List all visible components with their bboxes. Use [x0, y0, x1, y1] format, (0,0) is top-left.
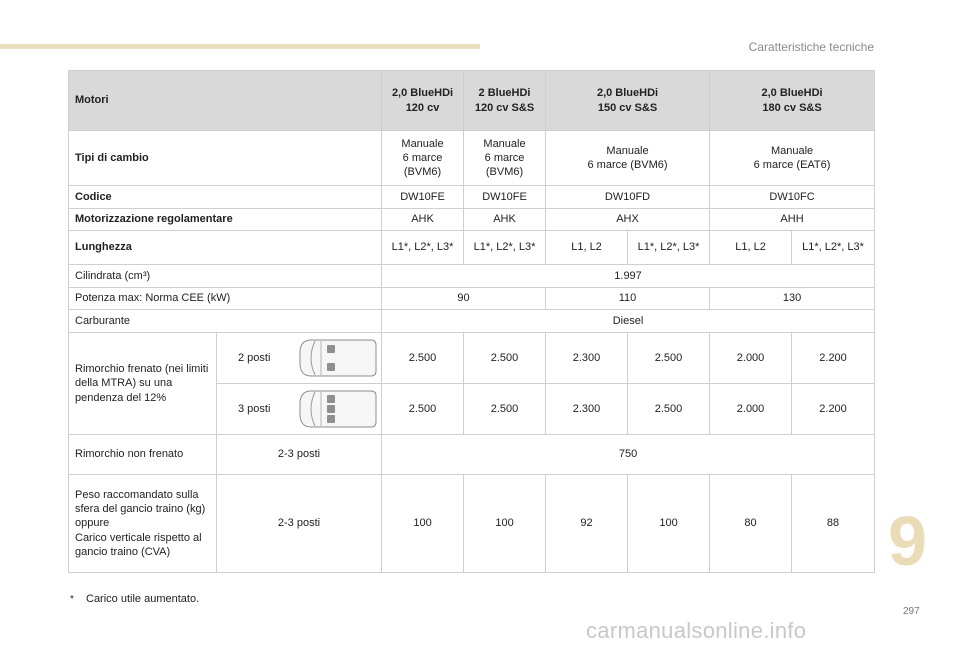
table-cell: DW10FE [382, 186, 464, 209]
table-cell: L1, L2 [710, 231, 792, 265]
table-cell: L1*, L2*, L3* [464, 231, 546, 265]
towball-load-row [69, 475, 875, 573]
table-cell: 2.200 [792, 384, 875, 435]
table-cell: 110 [546, 288, 710, 310]
table-cell: 2.500 [464, 333, 546, 384]
table-cell: Manuale 6 marce (EAT6) [710, 131, 875, 186]
row-label: Rimorchio frenato (nei limiti della MTRA) su una pendenza del 12% [69, 333, 217, 435]
table-cell: 2.500 [628, 384, 710, 435]
seats-cell [217, 384, 382, 435]
van-2-seats-icon [299, 339, 377, 377]
table-cell: 88 [792, 475, 875, 573]
van-3-seats-icon [299, 390, 377, 428]
footnote [70, 593, 199, 605]
table-cell: 2.000 [710, 333, 792, 384]
unbraked-trailer-row [69, 435, 875, 475]
table-cell: L1*, L2*, L3* [382, 231, 464, 265]
table-cell: AHK [382, 209, 464, 231]
row-label: Lunghezza [69, 231, 382, 265]
table-cell: 90 [382, 288, 546, 310]
table-cell: 92 [546, 475, 628, 573]
chapter-number: 9 [888, 502, 927, 580]
displacement-row [69, 265, 875, 288]
table-cell: DW10FE [464, 186, 546, 209]
table-cell: 2.500 [628, 333, 710, 384]
table-cell: Manuale 6 marce (BVM6) [464, 131, 546, 186]
length-row [69, 231, 875, 265]
header-accent-bar [0, 44, 480, 49]
table-cell: Diesel [382, 310, 875, 333]
table-cell: 80 [710, 475, 792, 573]
table-cell: DW10FC [710, 186, 875, 209]
engine-header: 2,0 BlueHDi 180 cv S&S [710, 71, 875, 131]
seats-label: 3 posti [238, 402, 271, 415]
power-row [69, 288, 875, 310]
footnote-marker: * [70, 594, 74, 605]
table-cell: 750 [382, 435, 875, 475]
table-cell: 2.500 [464, 384, 546, 435]
table-cell: 100 [382, 475, 464, 573]
gearbox-row [69, 131, 875, 186]
engine-header: 2,0 BlueHDi 150 cv S&S [546, 71, 710, 131]
table-cell: 130 [710, 288, 875, 310]
row-label: Carburante [69, 310, 382, 333]
table-cell: 1.997 [382, 265, 875, 288]
table-cell: AHX [546, 209, 710, 231]
code-row [69, 186, 875, 209]
table-cell: 2.300 [546, 333, 628, 384]
row-label: Motorizzazione regolamentare [69, 209, 382, 231]
braked-trailer-row-2-seats [69, 333, 875, 384]
row-label: Cilindrata (cm³) [69, 265, 382, 288]
table-header-row [69, 71, 875, 131]
footnote-text: Carico utile aumentato. [86, 593, 200, 605]
watermark: carmanualsonline.info [586, 618, 807, 643]
row-label: Rimorchio non frenato [69, 435, 217, 475]
section-title: Caratteristiche tecniche [748, 40, 874, 54]
seats-cell: 2-3 posti [217, 435, 382, 475]
table-cell: 2.300 [546, 384, 628, 435]
table-cell: 2.000 [710, 384, 792, 435]
header-label: Motori [69, 71, 382, 131]
fuel-row [69, 310, 875, 333]
table-cell: L1*, L2*, L3* [628, 231, 710, 265]
row-label: Codice [69, 186, 382, 209]
table-cell: DW10FD [546, 186, 710, 209]
seats-cell: 2-3 posti [217, 475, 382, 573]
table-cell: AHK [464, 209, 546, 231]
engine-header: 2,0 BlueHDi 120 cv [382, 71, 464, 131]
engine-spec-table [68, 70, 875, 573]
engine-header: 2 BlueHDi 120 cv S&S [464, 71, 546, 131]
regulatory-row [69, 209, 875, 231]
seats-label: 2 posti [238, 351, 271, 364]
table-cell: Manuale 6 marce (BVM6) [546, 131, 710, 186]
table-cell: Manuale 6 marce (BVM6) [382, 131, 464, 186]
table-cell: 2.200 [792, 333, 875, 384]
row-label: Potenza max: Norma CEE (kW) [69, 288, 382, 310]
table-cell: L1, L2 [546, 231, 628, 265]
row-label: Peso raccomandato sulla sfera del gancio traino (kg) oppure Carico verticale rispetto al gancio traino (CVA) [69, 475, 217, 573]
table-cell: 2.500 [382, 384, 464, 435]
table-cell: 100 [628, 475, 710, 573]
table-cell: AHH [710, 209, 875, 231]
seats-cell [217, 333, 382, 384]
page-number: 297 [903, 606, 920, 617]
row-label: Tipi di cambio [69, 131, 382, 186]
table-cell: 2.500 [382, 333, 464, 384]
table-cell: 100 [464, 475, 546, 573]
table-cell: L1*, L2*, L3* [792, 231, 875, 265]
